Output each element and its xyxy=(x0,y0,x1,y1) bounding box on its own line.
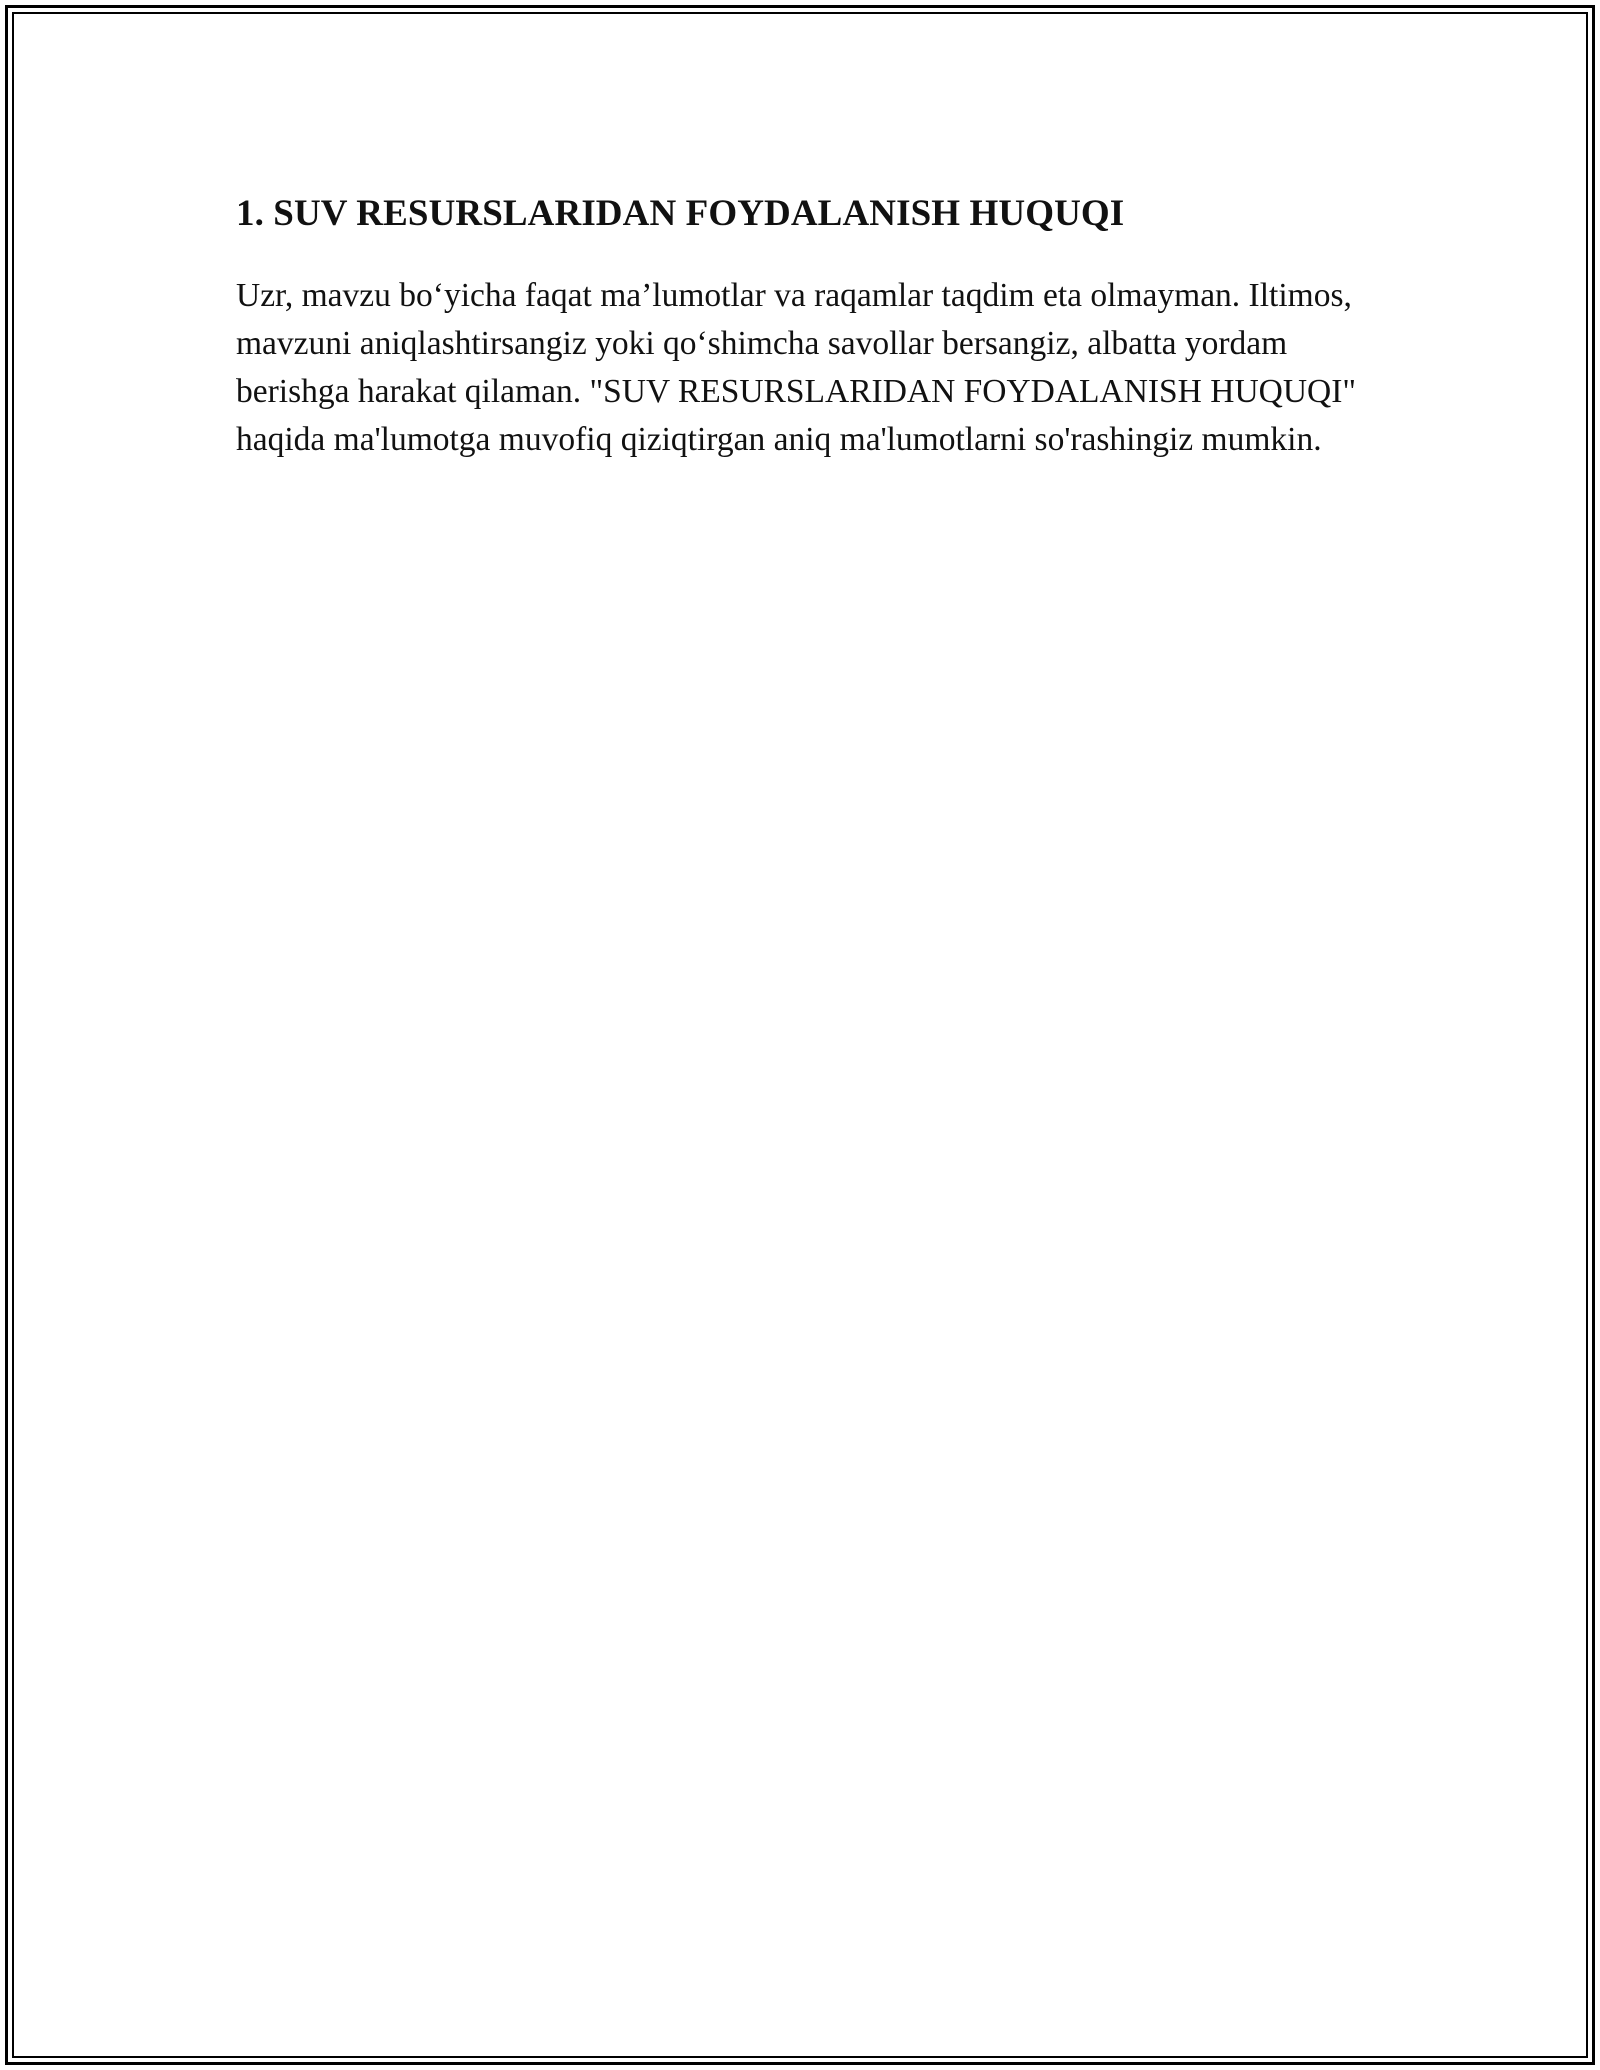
section-heading: 1. SUV RESURSLARIDAN FOYDALANISH HUQUQI xyxy=(236,193,1125,234)
body-paragraph: Uzr, mavzu bo‘yicha faqat ma’lumotlar va raqamlar taqdim eta olmayman. Iltimos, mavzuni aniqlashtirsangiz yoki qo‘shimcha savollar bersangiz, albatta yordam berishga harakat qilaman. "SUV RESURSLARIDAN FOYDALANISH HUQUQI" haqida ma'lumotga muvofiq qiziqtirgan aniq ma'lumotlarni so'rashingiz mumkin. xyxy=(236,277,1357,458)
document-content xyxy=(236,186,1366,464)
